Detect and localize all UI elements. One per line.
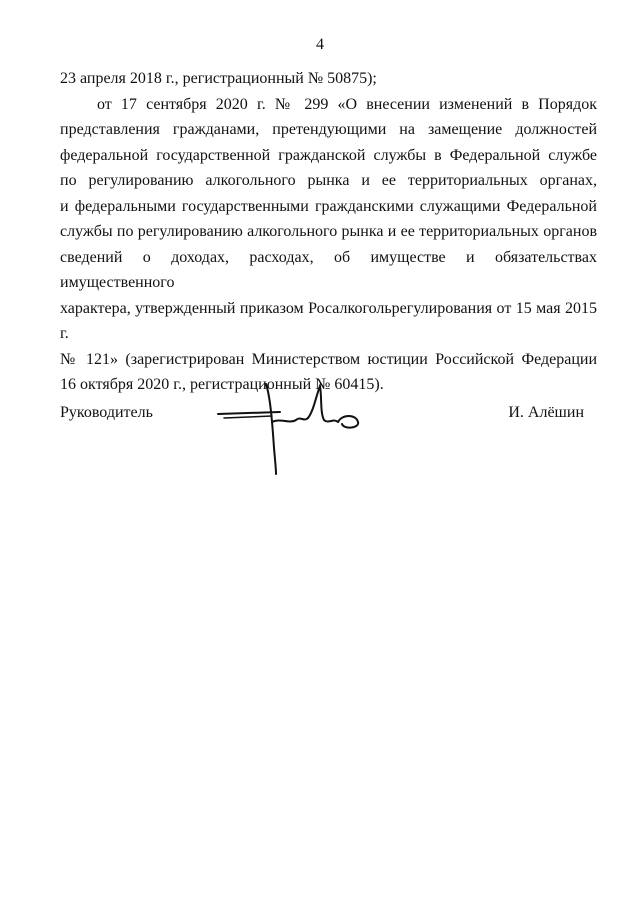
signature-block bbox=[60, 404, 584, 484]
signatory-name: И. Алёшин bbox=[508, 404, 584, 421]
page-number: 4 bbox=[316, 36, 324, 53]
document-body bbox=[60, 66, 597, 398]
body-line: 23 апреля 2018 г., регистрационный № 50875); bbox=[60, 70, 377, 87]
body-line: по регулированию алкогольного рынка и ее территориальных органах, bbox=[60, 172, 597, 189]
body-line: федеральной государственной гражданской службы в Федеральной службе bbox=[60, 146, 597, 164]
body-line: характера, утвержденный приказом Росалкогольрегулирования от 15 мая 2015 г. bbox=[60, 299, 597, 342]
signatory-title: Руководитель bbox=[60, 404, 153, 421]
body-line: и федеральными государственными гражданскими служащими Федеральной bbox=[60, 197, 597, 215]
body-line: службы по регулированию алкогольного рынка и ее территориальных органов bbox=[60, 223, 597, 240]
body-line: 16 октября 2020 г., регистрационный № 60415). bbox=[60, 376, 384, 393]
body-line: от 17 сентября 2020 г. № 299 «О внесении изменений в Порядок bbox=[97, 95, 597, 113]
body-line: сведений о доходах, расходах, об имуществе и обязательствах имущественного bbox=[60, 248, 597, 291]
body-line: № 121» (зарегистрирован Министерством юстиции Российской Федерации bbox=[60, 350, 597, 368]
body-line: представления гражданами, претендующими на замещение должностей bbox=[60, 121, 597, 138]
handwritten-signature bbox=[210, 378, 390, 478]
